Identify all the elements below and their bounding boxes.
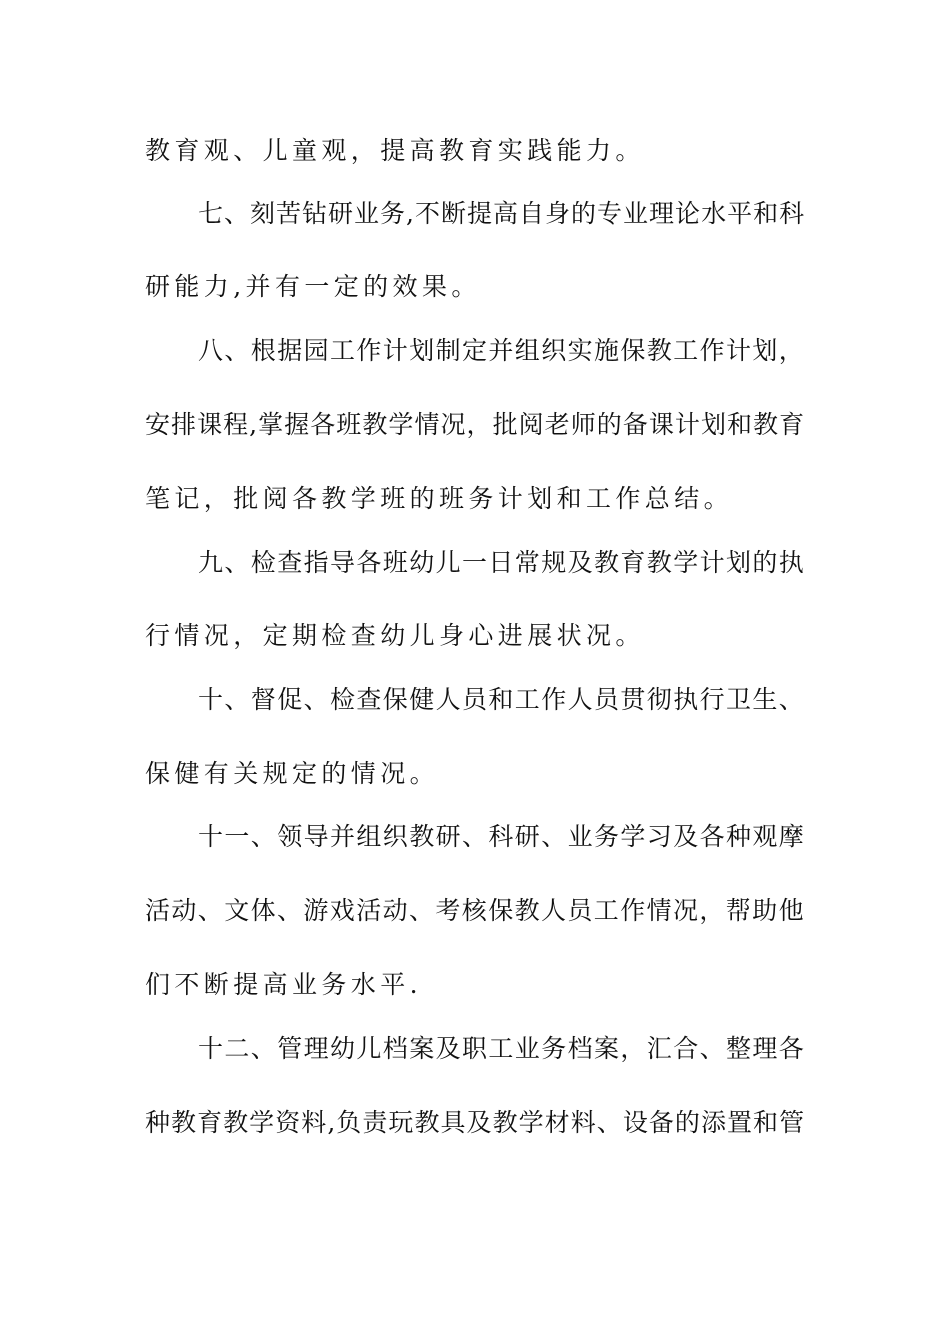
paragraph-line: 十二、管理幼儿档案及职工业务档案，汇合、整理各 [198,1034,806,1063]
paragraph-line: 研能力,并有一定的效果。 [145,272,481,301]
paragraph-line: 们不断提高业务水平. [145,970,422,999]
paragraph-line: 教育观、儿童观，提高教育实践能力。 [145,136,645,165]
paragraph-line: 七、刻苦钻研业务,不断提高自身的专业理论水平和科 [198,199,805,228]
paragraph-line: 九、检查指导各班幼儿一日常规及教育教学计划的执 [198,548,806,577]
paragraph-line: 行情况，定期检查幼儿身心进展状况。 [145,621,645,650]
paragraph-line: 笔记，批阅各教学班的班务计划和工作总结。 [145,484,734,513]
paragraph-line: 安排课程,掌握各班教学情况，批阅老师的备课计划和教育 [145,410,805,439]
paragraph-line: 保健有关规定的情况。 [145,759,440,788]
paragraph-line: 种教育教学资料,负责玩教具及教学材料、设备的添置和管 [145,1108,805,1137]
paragraph-line: 十、督促、检查保健人员和工作人员贯彻执行卫生、 [198,685,806,714]
paragraph-line: 活动、文体、游戏活动、考核保教人员工作情况，帮助他 [145,896,806,925]
paragraph-line: 八、根据园工作计划制定并组织实施保教工作计划， [198,336,806,365]
paragraph-line: 十一、领导并组织教研、科研、业务学习及各种观摩 [198,822,806,851]
